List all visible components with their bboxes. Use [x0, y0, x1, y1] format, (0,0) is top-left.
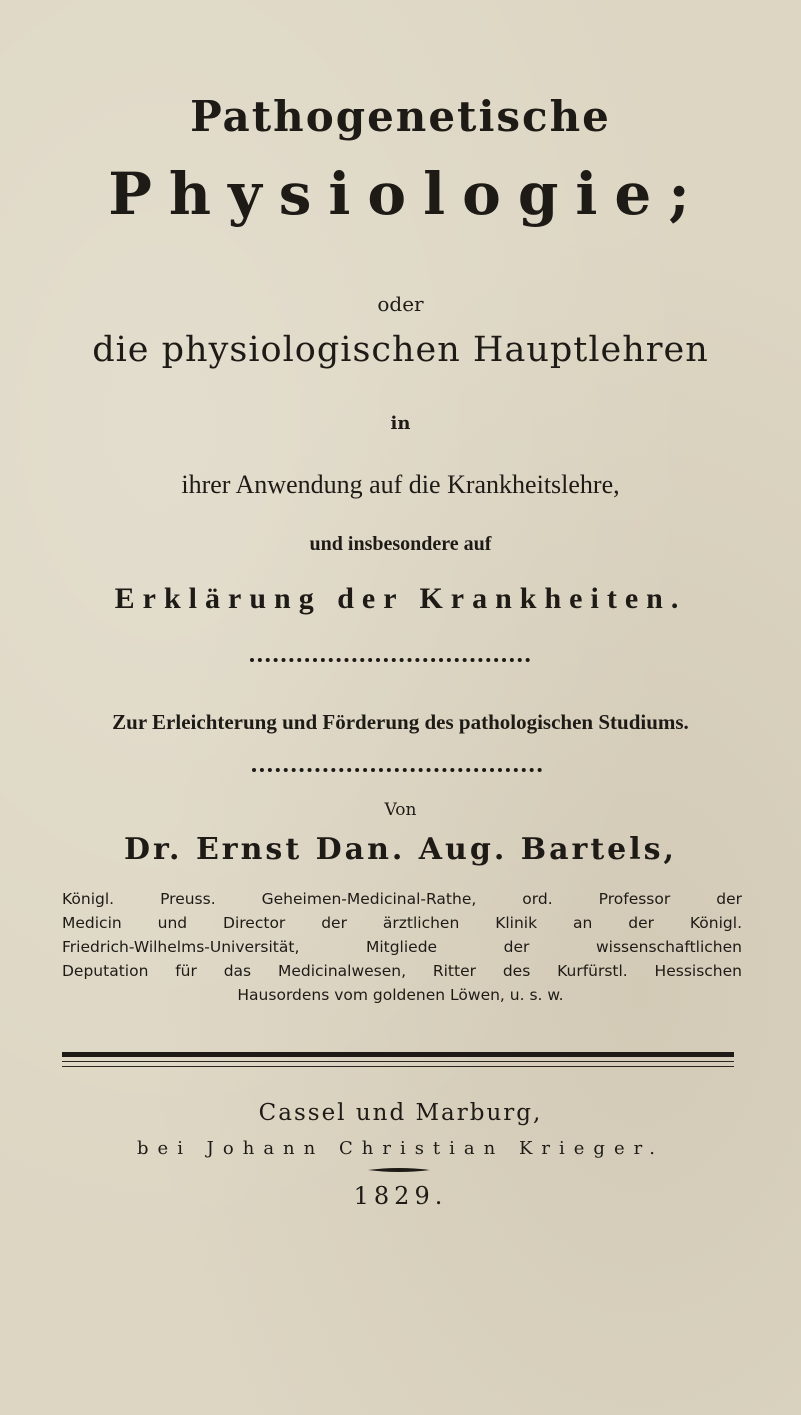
double-rule-thin — [62, 1061, 734, 1062]
title-line-oder: oder — [377, 292, 424, 316]
subtitle: Zur Erleichterung und Förderung des pathologischen Studiums. — [112, 710, 689, 734]
author-credentials-line: Deputation für das Medicinalwesen, Ritter des Kurfürstl. Hessischen — [62, 962, 742, 980]
title-line-erklaerung: Erklärung der Krankheiten. — [114, 582, 687, 615]
dotted-divider-top — [250, 658, 530, 662]
dotted-divider-bottom — [252, 768, 542, 772]
title-line-pathogenetische: Pathogenetische — [190, 92, 611, 141]
imprint-place: Cassel und Marburg, — [258, 1100, 543, 1126]
double-rule-thick — [62, 1052, 734, 1057]
title-line-anwendung: ihrer Anwendung auf die Krankheitslehre, — [181, 470, 620, 499]
title-line-physiologie: Physiologie; — [108, 160, 707, 228]
double-rule-thin — [62, 1066, 734, 1067]
imprint-year: 1829. — [353, 1182, 448, 1210]
author-credentials-line: Medicin und Director der ärztlichen Klinik an der Königl. — [62, 914, 742, 932]
author-credentials-line: Friedrich-Wilhelms-Universität, Mitgliede der wissenschaftlichen — [62, 938, 742, 956]
title-line-in: in — [390, 413, 411, 434]
author-credentials-line: Königl. Preuss. Geheimen-Medicinal-Rathe, ord. Professor der — [62, 890, 742, 908]
author-by: Von — [384, 800, 417, 820]
author-name: Dr. Ernst Dan. Aug. Bartels, — [123, 832, 677, 867]
imprint-publisher: bei Johann Christian Krieger. — [137, 1138, 664, 1159]
author-credentials-line: Hausordens vom goldenen Löwen, u. s. w. — [237, 986, 564, 1004]
title-line-insbesondere: und insbesondere auf — [309, 533, 492, 555]
title-line-hauptlehren: die physiologischen Hauptlehren — [92, 330, 709, 370]
ornament-rule-icon — [368, 1167, 430, 1173]
